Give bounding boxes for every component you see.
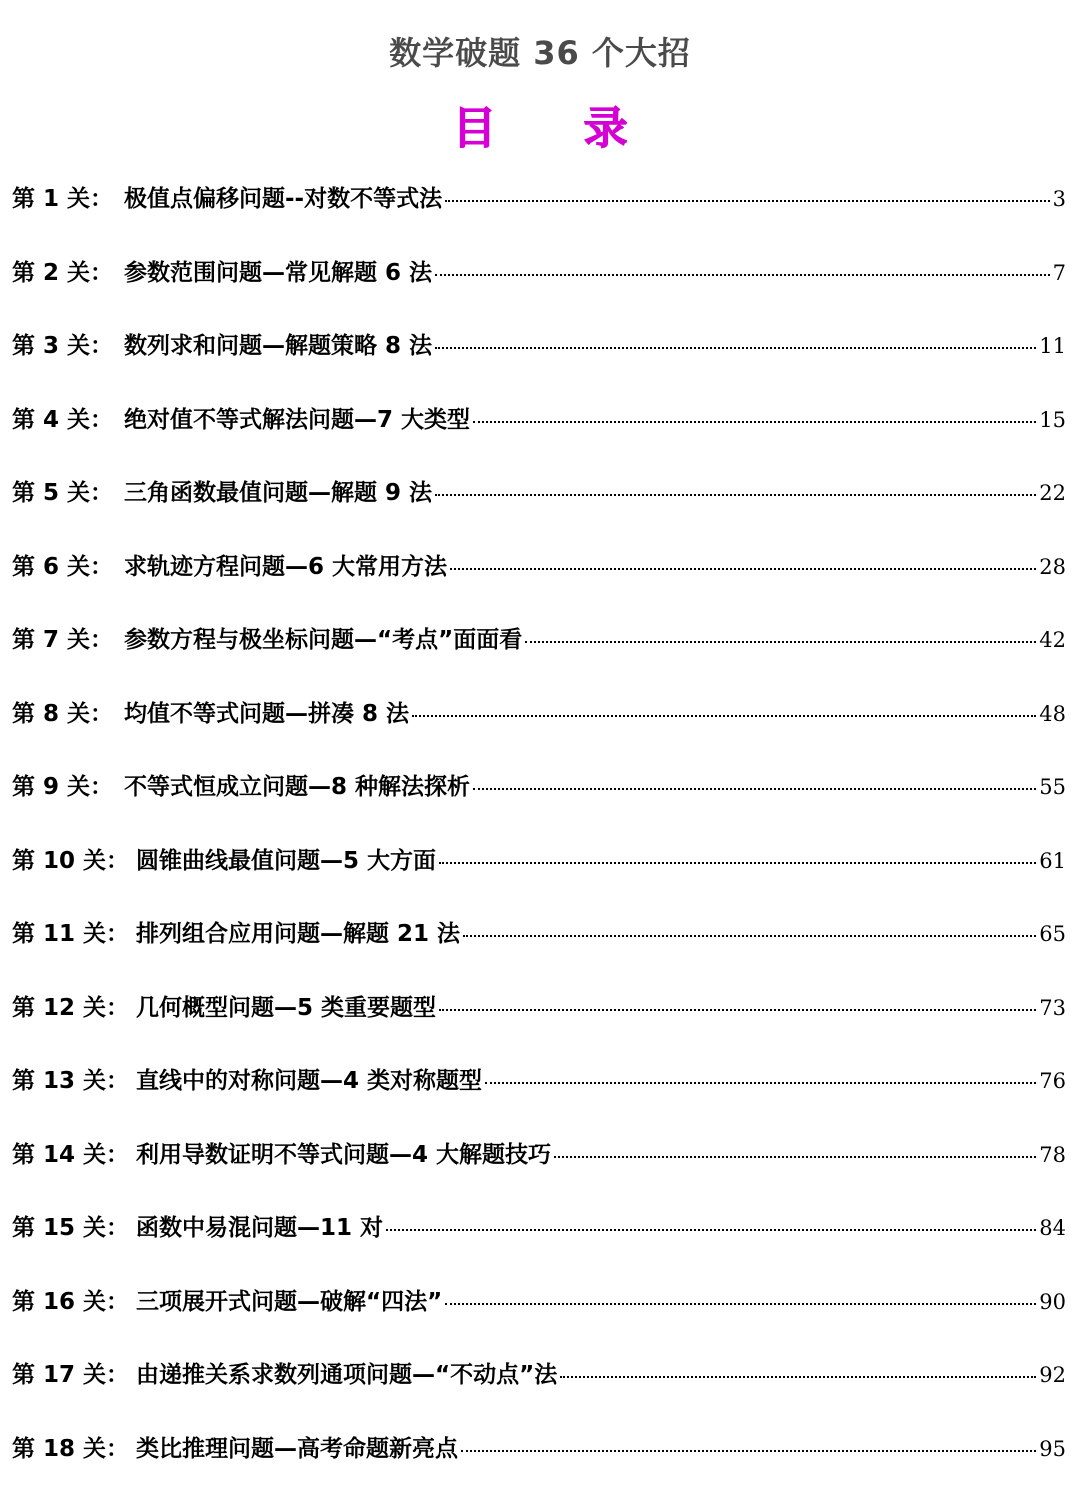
- toc-page-number: 78: [1039, 1143, 1066, 1167]
- toc-entry-title: 求轨迹方程问题—6 大常用方法: [124, 548, 447, 581]
- toc-chapter-label: 第 15 关：: [12, 1209, 136, 1242]
- toc-entry[interactable]: [12, 474, 1066, 548]
- toc-entry-title: 由递推关系求数列通项问题—“不动点”法: [136, 1356, 557, 1389]
- dot-leader: [435, 274, 1050, 276]
- toc-entry[interactable]: [12, 1209, 1066, 1283]
- toc-heading: 目 录: [0, 92, 1080, 156]
- toc-entry[interactable]: [12, 989, 1066, 1063]
- toc-entry-title: 函数中易混问题—11 对: [136, 1209, 383, 1242]
- dot-leader: [386, 1229, 1036, 1231]
- dot-leader: [554, 1156, 1036, 1158]
- toc-entry[interactable]: [12, 180, 1066, 254]
- toc-entry[interactable]: [12, 915, 1066, 989]
- toc-page-number: 22: [1039, 481, 1066, 505]
- toc-chapter-label: 第 18 关：: [12, 1430, 136, 1463]
- toc-entry-title: 三角函数最值问题—解题 9 法: [124, 474, 432, 507]
- toc-page-number: 11: [1039, 334, 1066, 358]
- toc-chapter-label: 第 7 关：: [12, 621, 124, 654]
- toc-entry-title: 极值点偏移问题--对数不等式法: [124, 180, 442, 213]
- toc-page-number: 95: [1039, 1437, 1066, 1461]
- toc-page-number: 65: [1039, 922, 1066, 946]
- dot-leader: [412, 715, 1036, 717]
- toc-entry-title: 圆锥曲线最值问题—5 大方面: [136, 842, 436, 875]
- dot-leader: [485, 1082, 1036, 1084]
- dot-leader: [439, 862, 1036, 864]
- toc-entry[interactable]: [12, 842, 1066, 916]
- dot-leader: [463, 935, 1036, 937]
- toc-page-number: 7: [1053, 261, 1066, 285]
- toc-entry-title: 直线中的对称问题—4 类对称题型: [136, 1062, 482, 1095]
- toc-page-number: 76: [1039, 1069, 1066, 1093]
- dot-leader: [473, 421, 1036, 423]
- toc-chapter-label: 第 2 关：: [12, 254, 124, 287]
- toc-entry[interactable]: [12, 1430, 1066, 1503]
- toc-page-number: 73: [1039, 996, 1066, 1020]
- toc-chapter-label: 第 4 关：: [12, 401, 124, 434]
- toc-entry[interactable]: [12, 1136, 1066, 1210]
- toc-chapter-label: 第 10 关：: [12, 842, 136, 875]
- toc-chapter-label: 第 9 关：: [12, 768, 124, 801]
- toc-page-number: 28: [1039, 555, 1066, 579]
- toc-entry-title: 绝对值不等式解法问题—7 大类型: [124, 401, 470, 434]
- toc-chapter-label: 第 12 关：: [12, 989, 136, 1022]
- toc-chapter-label: 第 3 关：: [12, 327, 124, 360]
- toc-entry-title: 利用导数证明不等式问题—4 大解题技巧: [136, 1136, 551, 1169]
- toc-entry-title: 参数范围问题—常见解题 6 法: [124, 254, 432, 287]
- toc-chapter-label: 第 11 关：: [12, 915, 136, 948]
- toc-entry-title: 数列求和问题—解题策略 8 法: [124, 327, 432, 360]
- toc-entry-title: 三项展开式问题—破解“四法”: [136, 1283, 442, 1316]
- toc-entry[interactable]: [12, 327, 1066, 401]
- toc-chapter-label: 第 8 关：: [12, 695, 124, 728]
- toc-chapter-label: 第 1 关：: [12, 180, 124, 213]
- toc-page-number: 48: [1039, 702, 1066, 726]
- dot-leader: [445, 1303, 1036, 1305]
- toc-chapter-label: 第 17 关：: [12, 1356, 136, 1389]
- toc-entry[interactable]: [12, 254, 1066, 328]
- toc-entry[interactable]: [12, 695, 1066, 769]
- dot-leader: [473, 788, 1036, 790]
- toc-page-number: 92: [1039, 1363, 1066, 1387]
- toc-page-number: 15: [1039, 408, 1066, 432]
- toc-page-number: 90: [1039, 1290, 1066, 1314]
- toc-chapter-label: 第 5 关：: [12, 474, 124, 507]
- toc-entry[interactable]: [12, 621, 1066, 695]
- dot-leader: [525, 641, 1036, 643]
- toc-entry-title: 类比推理问题—高考命题新亮点: [136, 1430, 458, 1463]
- toc-entry[interactable]: [12, 768, 1066, 842]
- toc-entry[interactable]: [12, 548, 1066, 622]
- toc-entry[interactable]: [12, 1062, 1066, 1136]
- toc-page-number: 61: [1039, 849, 1066, 873]
- toc-chapter-label: 第 6 关：: [12, 548, 124, 581]
- dot-leader: [445, 200, 1050, 202]
- toc-entry-title: 不等式恒成立问题—8 种解法探析: [124, 768, 470, 801]
- toc-page-number: 3: [1053, 187, 1066, 211]
- dot-leader: [439, 1009, 1036, 1011]
- toc-entry[interactable]: [12, 401, 1066, 475]
- dot-leader: [450, 568, 1036, 570]
- toc-entry[interactable]: [12, 1356, 1066, 1430]
- toc-page-number: 55: [1039, 775, 1066, 799]
- toc-page-number: 84: [1039, 1216, 1066, 1240]
- toc-entry-title: 参数方程与极坐标问题—“考点”面面看: [124, 621, 522, 654]
- table-of-contents: [12, 180, 1066, 1503]
- toc-entry[interactable]: [12, 1283, 1066, 1357]
- toc-chapter-label: 第 16 关：: [12, 1283, 136, 1316]
- document-title: 数学破题 36 个大招: [0, 28, 1080, 74]
- toc-entry-title: 均值不等式问题—拼凑 8 法: [124, 695, 409, 728]
- toc-chapter-label: 第 13 关：: [12, 1062, 136, 1095]
- toc-page-number: 42: [1039, 628, 1066, 652]
- dot-leader: [560, 1376, 1036, 1378]
- toc-entry-title: 几何概型问题—5 类重要题型: [136, 989, 436, 1022]
- dot-leader: [435, 494, 1036, 496]
- dot-leader: [435, 347, 1036, 349]
- toc-entry-title: 排列组合应用问题—解题 21 法: [136, 915, 460, 948]
- dot-leader: [461, 1450, 1036, 1452]
- toc-chapter-label: 第 14 关：: [12, 1136, 136, 1169]
